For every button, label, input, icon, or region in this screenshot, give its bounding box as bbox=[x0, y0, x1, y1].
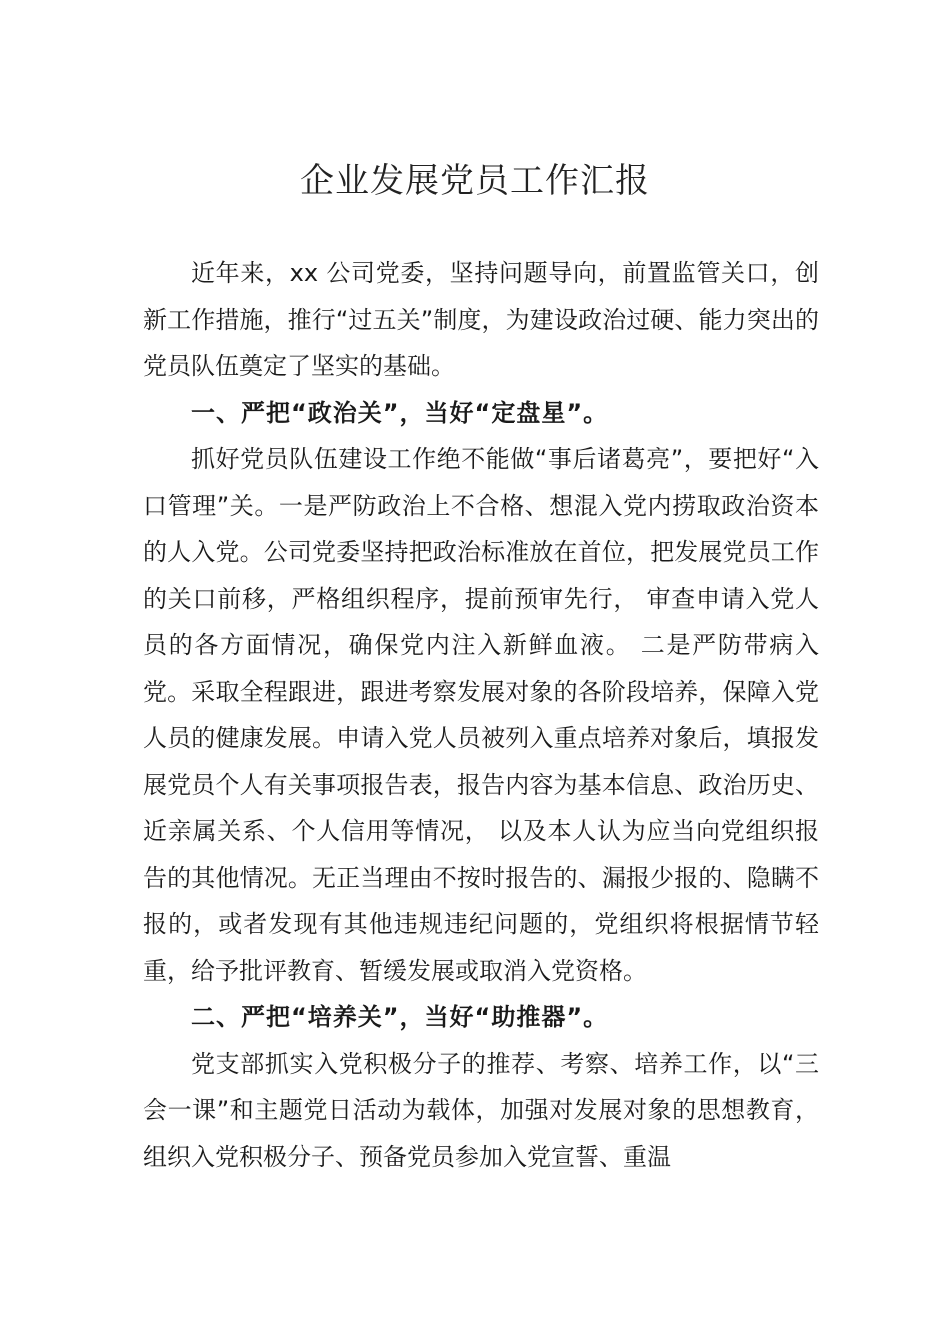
document-body bbox=[143, 250, 819, 1180]
section-1-paragraph: 抓好党员队伍建设工作绝不能做“事后诸葛亮”，要把好“入口管理”关。一是严防政治上不合格、想混入党内捞取政治资本的人入党。公司党委坚持把政治标准放在首位，把发展党员工作的关口前移，严格组织程序，提前预审先行， 审查申请入党人员的各方面情况，确保党内注入新鲜血液。 二是严防带病入党。采取全程跟进，跟进考察发展对象的各阶段培养，保障入党人员的健康发展。申请入党人员被列入重点培养对象后，填报发展党员个人有关事项报告表，报告内容为基本信息、政治历史、近亲属关系、个人信用等情况， 以及本人认为应当向党组织报告的其他情况。无正当理由不按时报告的、漏报少报的、隐瞒不报的，或者发现有其他违规违纪问题的，党组织将根据情节轻重，给予批评教育、暂缓发展或取消入党资格。 bbox=[143, 445, 819, 985]
intro-paragraph: 近年来，xx 公司党委，坚持问题导向，前置监管关口，创新工作措施，推行“过五关”制度，为建设政治过硬、能力突出的党员队伍奠定了坚实的基础。 bbox=[143, 259, 819, 380]
section-1-heading: 一、严把“政治关”，当好“定盘星”。 bbox=[191, 398, 609, 427]
section-2-heading: 二、严把“培养关”，当好“助推器”。 bbox=[191, 1003, 609, 1031]
section-2-paragraph: 党支部抓实入党积极分子的推荐、考察、培养工作，以“三会一课”和主题党日活动为载体，加强对发展对象的思想教育，组织入党积极分子、预备党员参加入党宣誓、重温 bbox=[143, 1049, 819, 1171]
document-title: 企业发展党员工作汇报 bbox=[300, 161, 650, 201]
